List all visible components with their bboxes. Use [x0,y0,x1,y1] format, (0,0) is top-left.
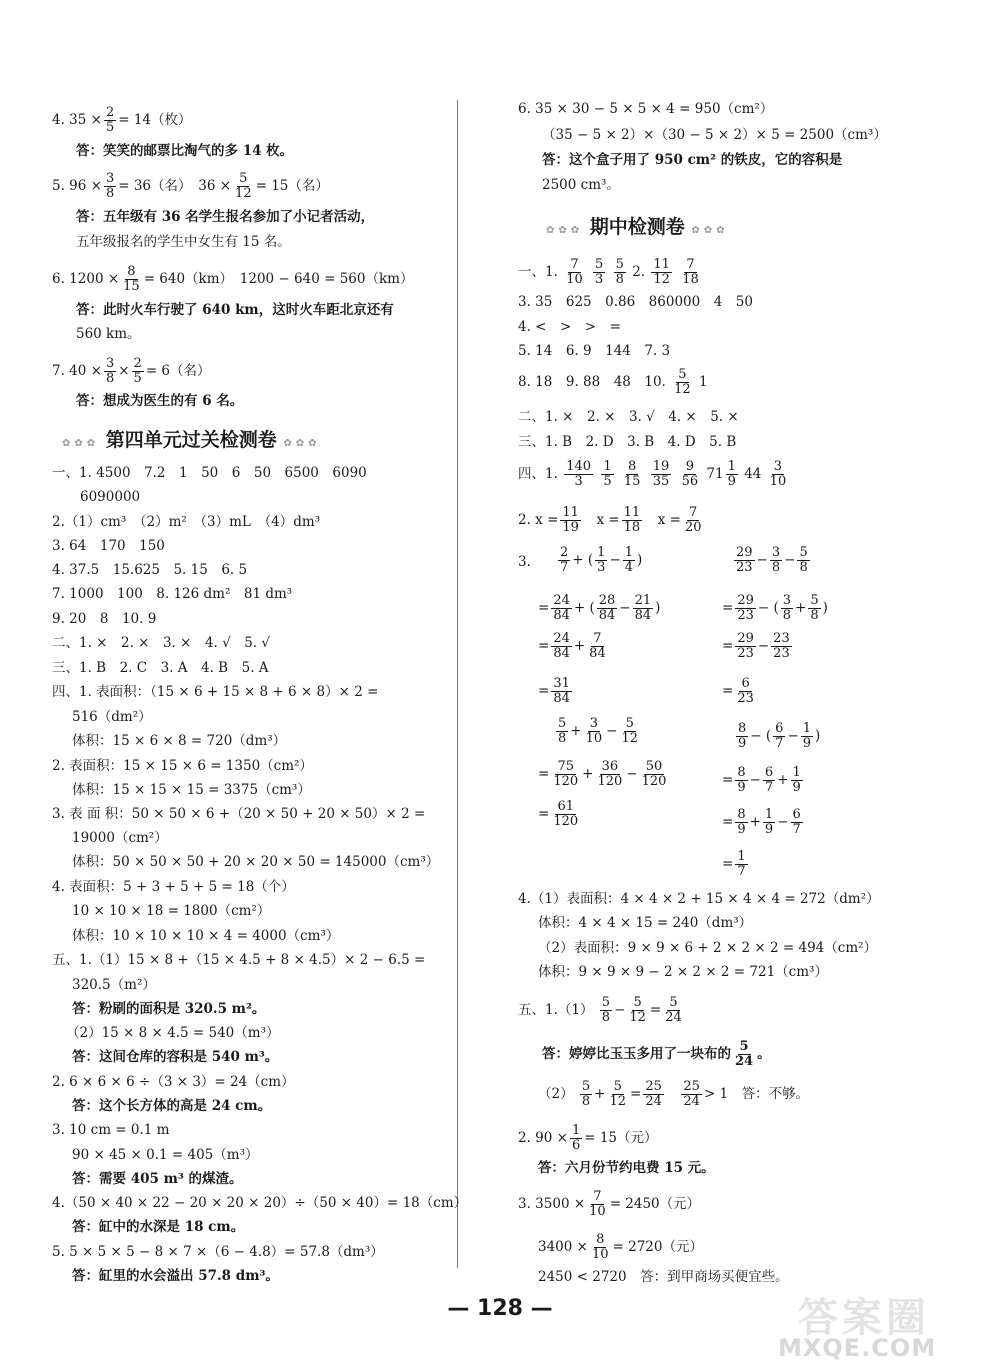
text-line: 5. 5 × 5 × 5 − 8 × 7 ×（6 − 4.8）= 57.8（dm³） [52,1244,384,1260]
answer-line: 答：此时火车行驶了 640 km，这时火车距北京还有 [76,302,394,318]
page-number: — 128 — [447,1296,553,1321]
answer-line: 答：缸里的水会溢出 57.8 dm³。 [72,1268,279,1284]
calc-line: = $\frac{24}{84}$ + ( $\frac{28}{84}$ − $\frac{21}{84}$ ) [538,593,661,623]
text-line: 4. 表面积：5 + 3 + 5 + 5 = 18（个） [52,879,295,895]
fraction-answers: 一、1. $\frac{7}{10}$ $\frac{5}{3}$ $\frac{5}{8}$ 2. $\frac{11}{12}$ $\frac{7}{18}$ [518,257,699,287]
text-line: 6. 35 × 30 − 5 × 5 × 4 = 950（cm²） [518,101,774,117]
watermark-logo [778,1286,988,1366]
text-line: 体积：9 × 9 × 9 − 2 × 2 × 2 = 721（cm³） [538,964,828,980]
text-line: （2）表面积：9 × 9 × 6 + 2 × 2 × 2 = 494（cm²） [538,940,878,956]
text-line: （35 − 5 × 2）×（30 − 5 × 2）× 5 = 2500（cm³） [542,127,887,143]
text-line: 三、1. B 2. C 3. A 4. B 5. A [52,660,269,676]
answer-line: 答：这个长方体的高是 24 cm。 [72,1098,272,1114]
text-line: 3. 35 625 0.86 860000 4 50 [518,294,753,310]
text-line: 五年级报名的学生中女生有 15 名。 [76,234,291,250]
calc-line: = $\frac{24}{84}$ + $\frac{7}{84}$ [538,631,606,661]
text-line: 二、1. × 2. × 3. × 4. √ 5. √ [52,635,270,651]
text-line: 10 × 10 × 18 = 1800（cm²） [72,903,271,919]
text-line: 4. < > > = [518,319,621,335]
text-line: 5. 14 6. 9 144 7. 3 [518,343,671,359]
calc-line: 3400 × $\frac{8}{10}$ = 2720（元） [538,1232,703,1262]
text-line: 3. 10 cm = 0.1 m [52,1122,170,1138]
text-line: 体积：50 × 50 × 50 + 20 × 20 × 50 = 145000（cm³） [72,854,440,870]
calc-line: = $\frac{29}{23}$ − $\frac{23}{23}$ [722,631,790,661]
text-line: 3. [518,554,531,570]
q5-line: 5. 96 × $\frac{3}{8}$ = 36（名） 36 × $\frac{5}{12}$ = 15（名） [52,171,329,201]
text-line: 二、1. × 2. × 3. √ 4. × 5. × [518,409,739,425]
text-line: 320.5（m²） [72,977,156,993]
text-line: 516（dm²） [72,709,152,725]
text-line: 体积：4 × 4 × 15 = 240（dm³） [538,915,753,931]
text-line: 一、1. 4500 7.2 1 50 6 50 6500 6090 [52,465,367,481]
calc-line: = $\frac{1}{7}$ [722,849,746,879]
calc-line: = $\frac{6}{23}$ [722,676,754,706]
answer-line: 答：五年级有 36 名学生报名参加了小记者活动， [76,209,375,225]
answer-line: 答：婷婷比玉玉多用了一块布的 $\frac{5}{24}$ 。 [542,1039,771,1069]
answer-line: 答：笑笑的邮票比淘气的多 14 枚。 [76,143,294,159]
text-line: 体积：15 × 15 × 15 = 3375（cm³） [72,782,311,798]
watermark-site: MXQE.COM [778,1334,937,1362]
answer-line: 答：需要 405 m³ 的煤渣。 [72,1171,243,1187]
text-line: 6090000 [80,489,141,505]
text-line: 7. 1000 100 8. 126 dm² 81 dm³ [52,586,293,602]
text-line: 4. 37.5 15.625 5. 15 6. 5 [52,562,248,578]
section-heading: ✿✿✿ 期中检测卷 ✿✿✿ [546,216,729,238]
calc-line: = $\frac{29}{23}$ − ( $\frac{3}{8}$ + $\frac{5}{8}$ ) [722,593,828,623]
text-line: 4.（50 × 40 × 22 − 20 × 20 × 20）÷（50 × 40）= 18（cm） [52,1195,468,1211]
fraction-answers: 四、1. $\frac{140}{3}$ $\frac{1}{5}$ $\frac{8}{15}$ $\frac{19}{35}$ $\frac{9}{56}$ 71 $\frac{1}{9}$ 44 $\frac{3}{10}$ [518,459,787,489]
calc-line: 3. 3500 × $\frac{7}{10}$ = 2450（元） [518,1189,701,1219]
column-divider [457,100,458,1268]
text-line: 3. 64 170 150 [52,538,165,554]
calc-line: 2. 90 × $\frac{1}{6}$ = 15（元） [518,1123,658,1153]
text-line: 2500 cm³。 [542,177,620,193]
text-line: 体积：10 × 10 × 10 × 4 = 4000（cm³） [72,928,340,944]
text-line: 560 km。 [76,326,141,342]
calc-line: $\frac{2}{7}$ + ( $\frac{1}{3}$ − $\frac{1}{4}$ ) [560,545,643,575]
equation-answers: 2. x = $\frac{11}{19}$ x = $\frac{11}{18}$ x = $\frac{7}{20}$ [518,505,702,535]
text-line: 四、1. 表面积：（15 × 6 + 15 × 8 + 6 × 8）× 2 = [52,684,379,700]
q7-line: 7. 40 × $\frac{3}{8}$ × $\frac{2}{5}$ = 6（名） [52,356,211,386]
text-line: 90 × 45 × 0.1 = 405（m³） [72,1147,259,1163]
text-line: 8. 18 9. 88 48 10. $\frac{5}{12}$ 1 [518,367,708,397]
answer-line: 答：这间仓库的容积是 540 m³。 [72,1049,279,1065]
calc-line: $\frac{8}{9}$ − ( $\frac{6}{7}$ − $\frac{1}{9}$ ) [738,721,821,751]
answer-line: 答：想成为医生的有 6 名。 [76,393,244,409]
q4-line: 4. 35 × $\frac{2}{5}$ = 14（枚） [52,105,192,135]
text-line: 体积：15 × 6 × 8 = 720（dm³） [72,733,287,749]
answer-line: 答：六月份节约电费 15 元。 [538,1160,715,1176]
q6-line: 6. 1200 × $\frac{8}{15}$ = 640（km） 1200 − 640 = 560（km） [52,264,414,294]
text-line: 9. 20 8 10. 9 [52,611,157,627]
text-line: 3. 表 面 积：50 × 50 × 6 +（20 × 50 + 20 × 50）× 2 = [52,806,426,822]
text-line: 2450 < 2720 答：到甲商场买便宜些。 [538,1269,789,1285]
answer-line: 答：缸中的水深是 18 cm。 [72,1219,245,1235]
text-line: （2）15 × 8 × 4.5 = 540（m³） [66,1025,280,1041]
text-line: 4.（1）表面积：4 × 4 × 2 + 15 × 4 × 4 = 272（dm²） [518,891,880,907]
answer-line: 答：这个盒子用了 950 cm² 的铁皮，它的容积是 [542,152,843,168]
calc-line: 五、1.（1） $\frac{5}{8}$ − $\frac{5}{12}$ = $\frac{5}{24}$ [518,995,682,1025]
text-line: 三、1. B 2. D 3. B 4. D 5. B [518,434,737,450]
calc-line: = $\frac{8}{9}$ − $\frac{6}{7}$ + $\frac{1}{9}$ [722,765,801,795]
calc-line: = $\frac{61}{120}$ [538,799,579,829]
answer-line: 答：粉刷的面积是 320.5 m²。 [72,1001,266,1017]
calc-line: $\frac{5}{8}$ + $\frac{3}{10}$ − $\frac{5}{12}$ [558,716,638,746]
text-line: 19000（cm²） [72,830,168,846]
calc-line: = $\frac{8}{9}$ + $\frac{1}{9}$ − $\frac{6}{7}$ [722,807,801,837]
calc-line: $\frac{29}{23}$ − $\frac{3}{8}$ − $\frac{5}{8}$ [736,545,808,575]
text-line: 2. 6 × 6 × 6 ÷（3 × 3）= 24（cm） [52,1074,295,1090]
section-heading: ✿✿✿ 第四单元过关检测卷 ✿✿✿ [62,429,321,451]
calc-line: （2） $\frac{5}{8}$ + $\frac{5}{12}$ = $\frac{25}{24}$ $\frac{25}{24}$ > 1 答：不够。 [538,1079,810,1109]
text-line: 2.（1）cm³ （2）m² （3）mL （4）dm³ [52,514,321,530]
text-line: 五、1.（1）15 × 8 +（15 × 4.5 + 8 × 4.5）× 2 − 6.5 = [52,952,426,968]
text-line: 2. 表面积：15 × 15 × 6 = 1350（cm²） [52,758,313,774]
watermark-text: 答案圈 [798,1295,930,1341]
calc-line: = $\frac{75}{120}$ + $\frac{36}{120}$ − $\frac{50}{120}$ [538,759,667,789]
calc-line: = $\frac{31}{84}$ [538,676,570,706]
